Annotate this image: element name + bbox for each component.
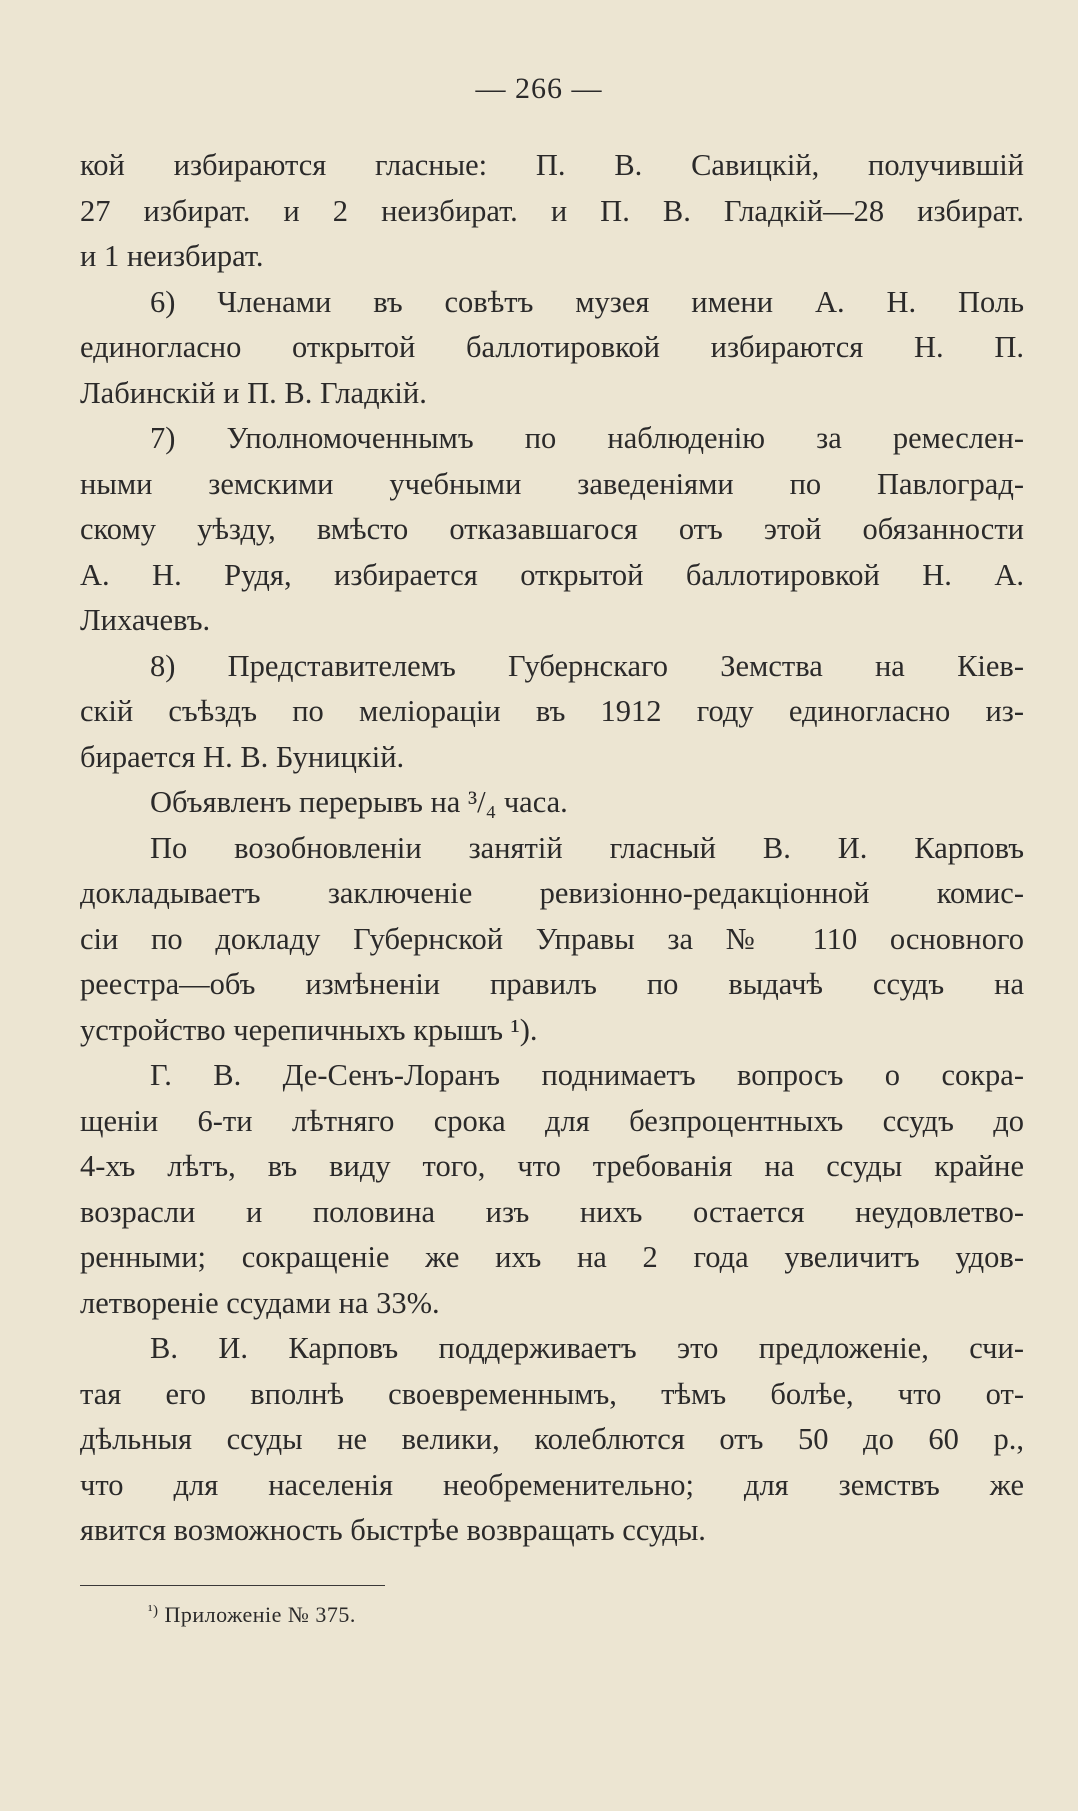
text-line: В. И. Карповъ поддерживаетъ это предложеніе, счи-	[150, 1331, 1024, 1365]
text-line: 27 избират. и 2 неизбират. и П. В. Гладкій—28 избират.	[80, 193, 1024, 228]
page-number: — 266 —	[475, 72, 603, 105]
text-line: ными земскими учебными заведеніями по Павлоград-	[80, 466, 1024, 501]
text-line: и 1 неизбират.	[80, 239, 264, 273]
text-line: дѣльныя ссуды не велики, колеблются отъ 50 до 60 р.,	[80, 1422, 1024, 1456]
text-line: Г. В. Де-Сенъ-Лоранъ поднимаетъ вопросъ о сокра-	[150, 1058, 1024, 1092]
text-line: 4-хъ лѣтъ, въ виду того, что требованія на ссуды крайне	[80, 1149, 1024, 1183]
text-line: скому уѣзду, вмѣсто отказавшагося отъ этой обязанности	[80, 512, 1024, 546]
text-line: явится возможность быстрѣе возвращать ссуды.	[80, 1513, 706, 1547]
text-line: 8) Представителемъ Губернскаго Земства на Кіев-	[150, 648, 1024, 683]
text-line: щеніи 6-ти лѣтняго срока для безпроцентныхъ ссудъ до	[80, 1103, 1024, 1138]
body-text	[80, 143, 1024, 1554]
text-line: Лихачевъ.	[80, 603, 211, 637]
text-line: что для населенія необременительно; для земствъ же	[80, 1467, 1024, 1502]
text-line: 6) Членами въ совѣтъ музея имени А. Н. Поль	[150, 284, 1024, 319]
text-line: кой избираются гласные: П. В. Савицкій, получившій	[80, 148, 1024, 182]
text-line: летвореніе ссудами на 33%.	[80, 1285, 440, 1320]
text-line: тая его вполнѣ своевременнымъ, тѣмъ болѣе, что от-	[80, 1376, 1024, 1411]
text-line: Объявленъ перерывъ на ³/₄ часа.	[150, 785, 568, 819]
text-line: возрасли и половина изъ нихъ остается неудовлетво-	[80, 1194, 1024, 1229]
footnote-divider	[80, 1585, 385, 1586]
footnote-text: Приложеніе № 375.	[164, 1602, 356, 1627]
text-line: По возобновленіи занятій гласный В. И. Карповъ	[150, 830, 1024, 865]
text-line: докладываетъ заключеніе ревизіонно-редакціонной комис-	[80, 876, 1024, 910]
text-line: Лабинскій и П. В. Гладкій.	[80, 375, 427, 410]
text-line: ренными; сокращеніе же ихъ на 2 года увеличитъ удов-	[80, 1240, 1024, 1274]
text-line: А. Н. Рудя, избирается открытой баллотировкой Н. А.	[80, 557, 1024, 592]
text-line: 7) Уполномоченнымъ по наблюденію за ремеслен-	[150, 421, 1024, 455]
footnote-marker: ¹)	[148, 1603, 159, 1619]
text-line: скій съѣздъ по меліораціи въ 1912 году единогласно из-	[80, 694, 1024, 728]
footnote	[148, 1602, 356, 1628]
text-line: сіи по докладу Губернской Управы за № 110 основного	[80, 921, 1024, 956]
text-line: устройство черепичныхъ крышъ ¹).	[80, 1012, 538, 1047]
text-line: бирается Н. В. Буницкій.	[80, 739, 405, 774]
text-line: единогласно открытой баллотировкой избираются Н. П.	[80, 330, 1024, 364]
text-line: реестра—объ измѣненіи правилъ по выдачѣ ссудъ на	[80, 967, 1024, 1001]
